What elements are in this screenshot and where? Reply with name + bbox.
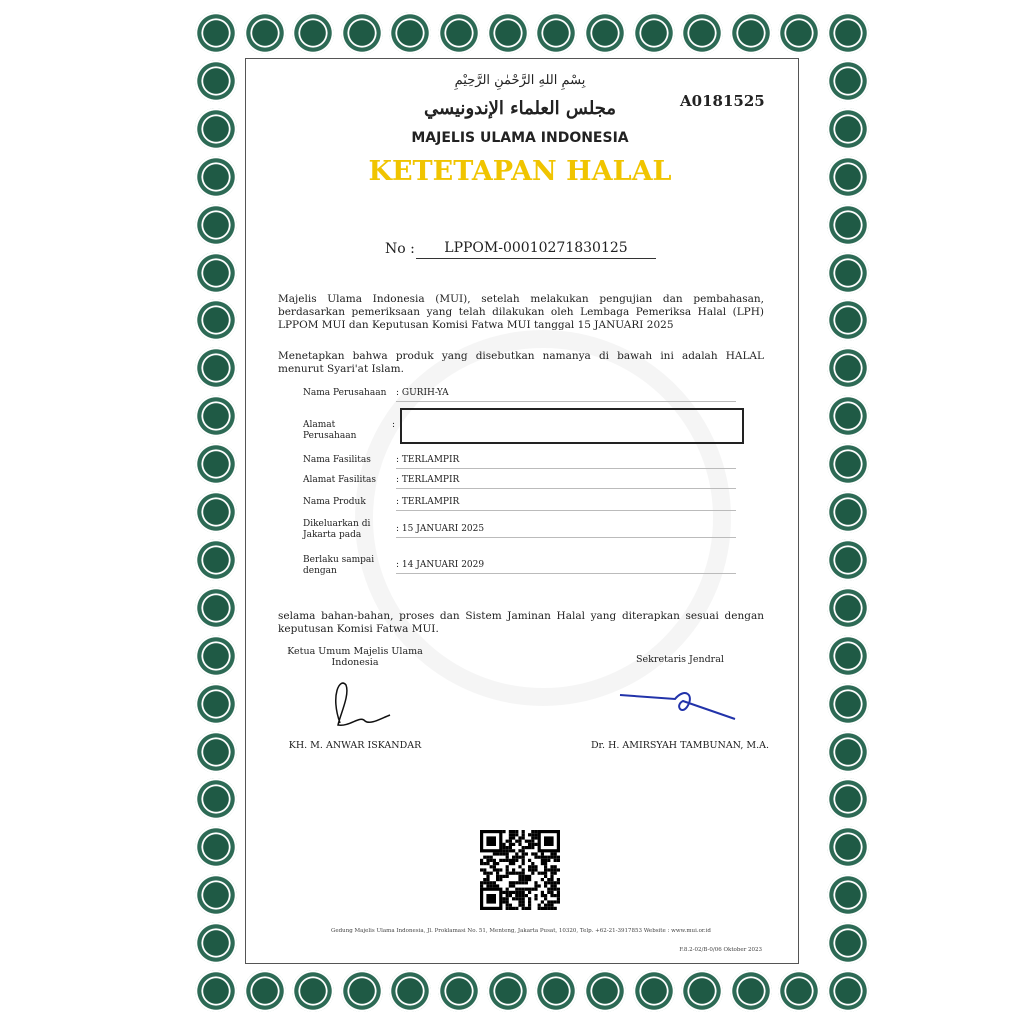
- mui-seal-icon: [487, 970, 529, 1012]
- mui-seal-icon: [827, 60, 869, 102]
- mui-seal-icon: [341, 12, 383, 54]
- left-signatory-title: Ketua Umum Majelis Ulama Indonesia: [287, 646, 423, 668]
- field-value: : TERLAMPIR: [396, 497, 736, 511]
- field-label: Nama Produk: [303, 497, 366, 507]
- field-value: : 14 JANUARI 2029: [396, 560, 736, 574]
- mui-seal-icon: [195, 635, 237, 677]
- mui-seal-icon: [827, 683, 869, 725]
- left-signatory-name: KH. M. ANWAR ISKANDAR: [288, 740, 422, 751]
- mui-seal-icon: [827, 252, 869, 294]
- mui-seal-icon: [341, 970, 383, 1012]
- mui-seal-icon: [195, 299, 237, 341]
- mui-seal-icon: [681, 12, 723, 54]
- arabic-org-name: مجلس العلماء الإندونيسي: [423, 98, 617, 119]
- mui-seal-icon: [584, 970, 626, 1012]
- field-label: Nama Fasilitas: [303, 455, 371, 465]
- mui-seal-icon: [827, 635, 869, 677]
- mui-seal-icon: [827, 970, 869, 1012]
- mui-seal-icon: [827, 156, 869, 198]
- mui-seal-icon: [195, 252, 237, 294]
- mui-seal-icon: [244, 970, 286, 1012]
- mui-seal-icon: [827, 874, 869, 916]
- mui-seal-icon: [195, 539, 237, 581]
- form-code: F.8.2-02/B-0/06 Oktober 2023: [679, 947, 762, 953]
- mui-seal-icon: [827, 731, 869, 773]
- mui-seal-icon: [195, 204, 237, 246]
- mui-seal-icon: [730, 970, 772, 1012]
- mui-seal-icon: [584, 12, 626, 54]
- declaration-paragraph: Menetapkan bahwa produk yang disebutkan namanya di bawah ini adalah HALAL menurut Syari'at Islam.: [278, 350, 764, 375]
- mui-seal-icon: [195, 491, 237, 533]
- mui-seal-icon: [827, 204, 869, 246]
- mui-seal-icon: [195, 108, 237, 150]
- mui-seal-icon: [827, 778, 869, 820]
- mui-seal-icon: [827, 347, 869, 389]
- certificate-number: LPPOM-00010271830125: [416, 240, 656, 259]
- field-label: Nama Perusahaan: [303, 388, 387, 398]
- mui-seal-icon: [195, 970, 237, 1012]
- mui-seal-icon: [195, 395, 237, 437]
- mui-seal-icon: [438, 12, 480, 54]
- mui-seal-icon: [827, 922, 869, 964]
- right-signatory-title: Sekretaris Jendral: [636, 654, 724, 665]
- mui-seal-icon: [778, 12, 820, 54]
- mui-seal-icon: [244, 12, 286, 54]
- mui-seal-icon: [633, 12, 675, 54]
- mui-seal-icon: [292, 970, 334, 1012]
- mui-seal-icon: [389, 12, 431, 54]
- field-value: : 15 JANUARI 2025: [396, 524, 736, 538]
- mui-seal-icon: [535, 12, 577, 54]
- field-value: : TERLAMPIR: [396, 455, 736, 469]
- mui-seal-icon: [195, 874, 237, 916]
- left-signature: [310, 677, 400, 735]
- field-value: : TERLAMPIR: [396, 475, 736, 489]
- org-name: MAJELIS ULAMA INDONESIA: [411, 130, 629, 146]
- mui-seal-icon: [389, 970, 431, 1012]
- mui-seal-icon: [195, 60, 237, 102]
- field-value: :: [392, 420, 396, 430]
- mui-seal-icon: [292, 12, 334, 54]
- mui-seal-icon: [827, 826, 869, 868]
- intro-paragraph: Majelis Ulama Indonesia (MUI), setelah melakukan pengujian dan pembahasan, berdasarkan pemeriksaan yang telah dilakukan oleh Lembaga Pemeriksa Halal (LPH) LPPOM MUI dan Keputusan Komisi Fatwa MUI tanggal 15 JANUARI 2025: [278, 293, 764, 331]
- mui-seal-icon: [195, 587, 237, 629]
- mui-seal-icon: [195, 683, 237, 725]
- number-label: No :: [385, 241, 415, 257]
- right-signatory-name: Dr. H. AMIRSYAH TAMBUNAN, M.A.: [590, 740, 770, 751]
- field-value: : GURIH-YA: [396, 388, 736, 402]
- mui-seal-icon: [195, 922, 237, 964]
- mui-seal-icon: [195, 12, 237, 54]
- mui-seal-icon: [827, 108, 869, 150]
- mui-seal-icon: [827, 491, 869, 533]
- mui-seal-icon: [195, 731, 237, 773]
- footer-address: Gedung Majelis Ulama Indonesia, Jl. Proklamasi No. 51, Menteng, Jakarta Pusat, 10320, Telp. +62-21-3917853 Website : www.mui.or.id: [331, 928, 711, 934]
- serial-number: A0181525: [680, 92, 765, 110]
- right-signature: [615, 685, 745, 725]
- mui-seal-icon: [535, 970, 577, 1012]
- mui-seal-icon: [438, 970, 480, 1012]
- field-label: Berlaku sampai dengan: [303, 555, 375, 576]
- basmala: بِسْمِ اللهِ الرَّحْمٰنِ الرَّحِيْمِ: [454, 73, 586, 88]
- mui-seal-icon: [633, 970, 675, 1012]
- mui-seal-icon: [195, 443, 237, 485]
- field-label: Alamat Fasilitas: [303, 475, 376, 485]
- mui-seal-icon: [195, 156, 237, 198]
- company-address-box: [400, 408, 744, 444]
- qr-code[interactable]: [480, 830, 560, 910]
- mui-seal-icon: [827, 587, 869, 629]
- closing-paragraph: selama bahan-bahan, proses dan Sistem Jaminan Halal yang diterapkan sesuai dengan keputusan Komisi Fatwa MUI.: [278, 610, 764, 635]
- field-label: Alamat Perusahaan: [303, 420, 357, 441]
- field-label: Dikeluarkan di Jakarta pada: [303, 519, 371, 540]
- mui-seal-icon: [827, 443, 869, 485]
- mui-seal-icon: [195, 347, 237, 389]
- mui-seal-icon: [487, 12, 529, 54]
- certificate-title: KETETAPAN HALAL: [368, 156, 672, 187]
- mui-seal-icon: [827, 395, 869, 437]
- mui-seal-icon: [195, 826, 237, 868]
- mui-seal-icon: [827, 299, 869, 341]
- mui-seal-icon: [195, 778, 237, 820]
- mui-seal-icon: [778, 970, 820, 1012]
- mui-seal-icon: [730, 12, 772, 54]
- mui-seal-icon: [681, 970, 723, 1012]
- mui-seal-icon: [827, 539, 869, 581]
- mui-seal-icon: [827, 12, 869, 54]
